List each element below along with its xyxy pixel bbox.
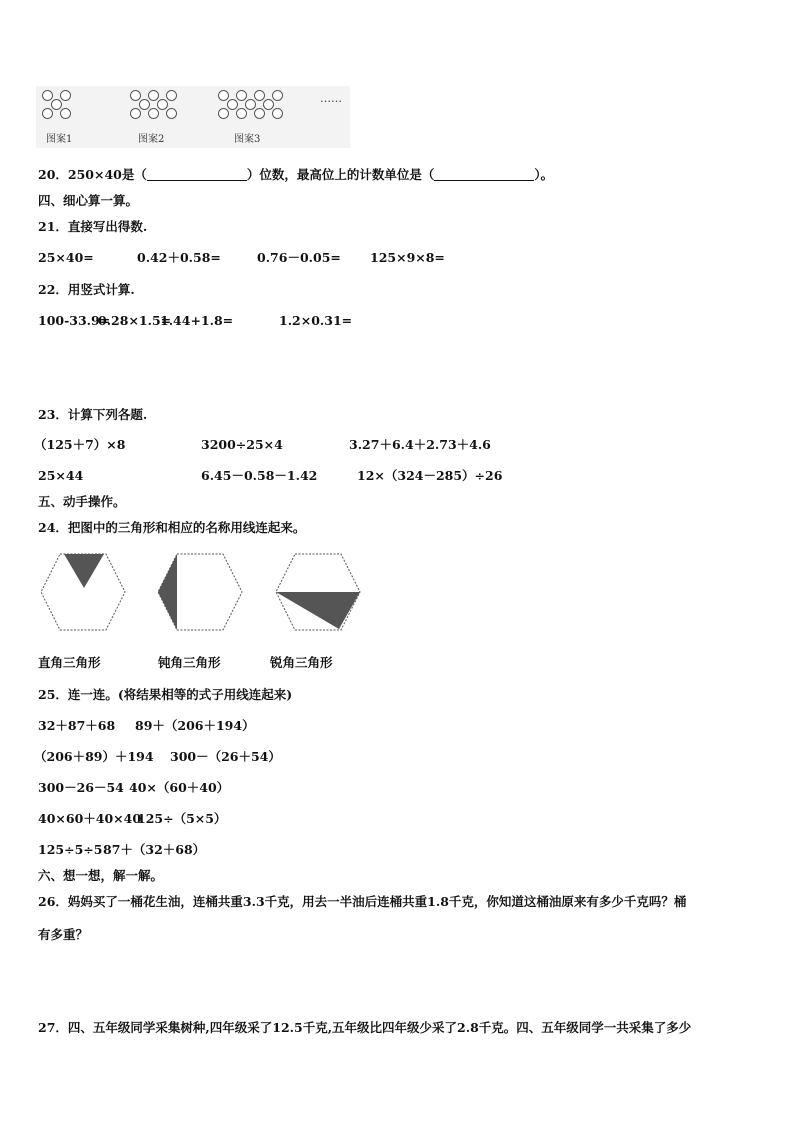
pattern-circle [148, 90, 159, 101]
hexagon-obtuse-triangle [155, 552, 245, 632]
q24-title: 24．把图中的三角形和相应的名称用线连起来。 [38, 520, 306, 535]
shaded-triangle [158, 554, 177, 630]
q23-item-3: 3.27＋6.4＋2.73＋4.6 [349, 437, 491, 452]
answer-blank-1[interactable] [147, 168, 247, 181]
q25-right-5[interactable]: 87＋（32＋68） [103, 842, 206, 857]
section-4-heading: 四、细心算一算。 [38, 193, 139, 208]
q22-item-4: 1.2×0.31= [279, 313, 353, 328]
pattern-circle [42, 90, 53, 101]
q27-line-1: 27．四、五年级同学采集树种,四年级采了12.5千克,五年级比四年级少采了2.8千克。四、五年级同学一共采集了多少 [38, 1020, 692, 1035]
q25-right-3[interactable]: 40×（60＋40） [129, 780, 230, 795]
q22-item-2: 0.28×1.5= [98, 313, 172, 328]
pattern-circle [60, 90, 71, 101]
q22-item-3: 1.44+1.8= [160, 313, 234, 328]
pattern-circle [157, 99, 168, 110]
pattern-label-1: 图案1 [46, 134, 73, 145]
q23-item-4: 25×44 [38, 468, 84, 483]
answer-blank-2[interactable] [434, 168, 534, 181]
pattern-circle [148, 108, 159, 119]
q25-left-2[interactable]: （206＋89）＋194 [34, 749, 154, 764]
section-5-heading: 五、动手操作。 [38, 494, 126, 509]
pattern-circle [263, 99, 274, 110]
q25-left-4[interactable]: 40×60＋40×40 [38, 811, 142, 826]
pattern-circle [42, 108, 53, 119]
section-6-heading: 六、想一想，解一解。 [38, 868, 164, 883]
pattern-ellipsis: …… [320, 92, 342, 105]
q25-right-4[interactable]: 125÷（5×5） [137, 811, 227, 826]
q22-item-1: 100-33.9= [38, 313, 111, 328]
pattern-circle [227, 99, 238, 110]
q25-left-1[interactable]: 32＋87＋68 [38, 718, 116, 733]
q23-item-5: 6.45－0.58－1.42 [201, 468, 318, 483]
q25-left-5[interactable]: 125÷5÷5 [38, 842, 103, 857]
q25-right-1[interactable]: 89＋（206＋194） [135, 718, 255, 733]
q21-item-4: 125×9×8= [370, 250, 445, 265]
pattern-circle [218, 108, 229, 119]
pattern-label-3: 图案3 [234, 134, 261, 145]
hexagon-right-triangle [38, 552, 128, 632]
pattern-circle [166, 90, 177, 101]
pattern-circle [245, 99, 256, 110]
question-20 [38, 167, 553, 183]
q26-line-2: 有多重？ [38, 927, 89, 942]
triangle-name-right[interactable]: 直角三角形 [38, 655, 101, 670]
q20-suffix: ）。 [534, 167, 554, 182]
q25-title: 25．连一连。(将结果相等的式子用线连起来) [38, 687, 293, 702]
q20-mid: ）位数，最高位上的计数单位是（ [246, 167, 435, 182]
triangle-name-acute[interactable]: 锐角三角形 [270, 655, 333, 670]
q21-item-1: 25×40= [38, 250, 94, 265]
pattern-circle [254, 108, 265, 119]
pattern-label-2: 图案2 [138, 134, 165, 145]
q21-item-3: 0.76－0.05= [257, 250, 341, 265]
q26-line-1: 26．妈妈买了一桶花生油，连桶共重3.3千克，用去一半油后连桶共重1.8千克，你知道这桶油原来有多少千克吗？桶 [38, 894, 687, 909]
hexagon-acute-triangle [273, 552, 363, 632]
q21-title: 21．直接写出得数. [38, 219, 148, 234]
pattern-circle [272, 90, 283, 101]
q23-item-6: 12×（324－285）÷26 [357, 468, 503, 483]
pattern-circle [236, 108, 247, 119]
q21-item-2: 0.42＋0.58= [137, 250, 221, 265]
q23-item-1: （125＋7）×8 [34, 437, 126, 452]
pattern-circle [166, 108, 177, 119]
q25-right-2[interactable]: 300－（26＋54） [170, 749, 281, 764]
pattern-circle [272, 108, 283, 119]
pattern-circle [51, 99, 62, 110]
pattern-circle [130, 90, 141, 101]
q20-prefix: 20．250×40是（ [38, 167, 147, 182]
q23-title: 23．计算下列各题. [38, 407, 148, 422]
q25-left-3[interactable]: 300－26－54 [38, 780, 124, 795]
pattern-circle [139, 99, 150, 110]
pattern-circle [218, 90, 229, 101]
pattern-figure [36, 86, 350, 148]
pattern-circle [60, 108, 71, 119]
q23-item-2: 3200÷25×4 [201, 437, 283, 452]
pattern-circle [254, 90, 265, 101]
pattern-circle [236, 90, 247, 101]
q22-title: 22．用竖式计算. [38, 282, 135, 297]
triangle-name-obtuse[interactable]: 钝角三角形 [158, 655, 221, 670]
pattern-circle [130, 108, 141, 119]
